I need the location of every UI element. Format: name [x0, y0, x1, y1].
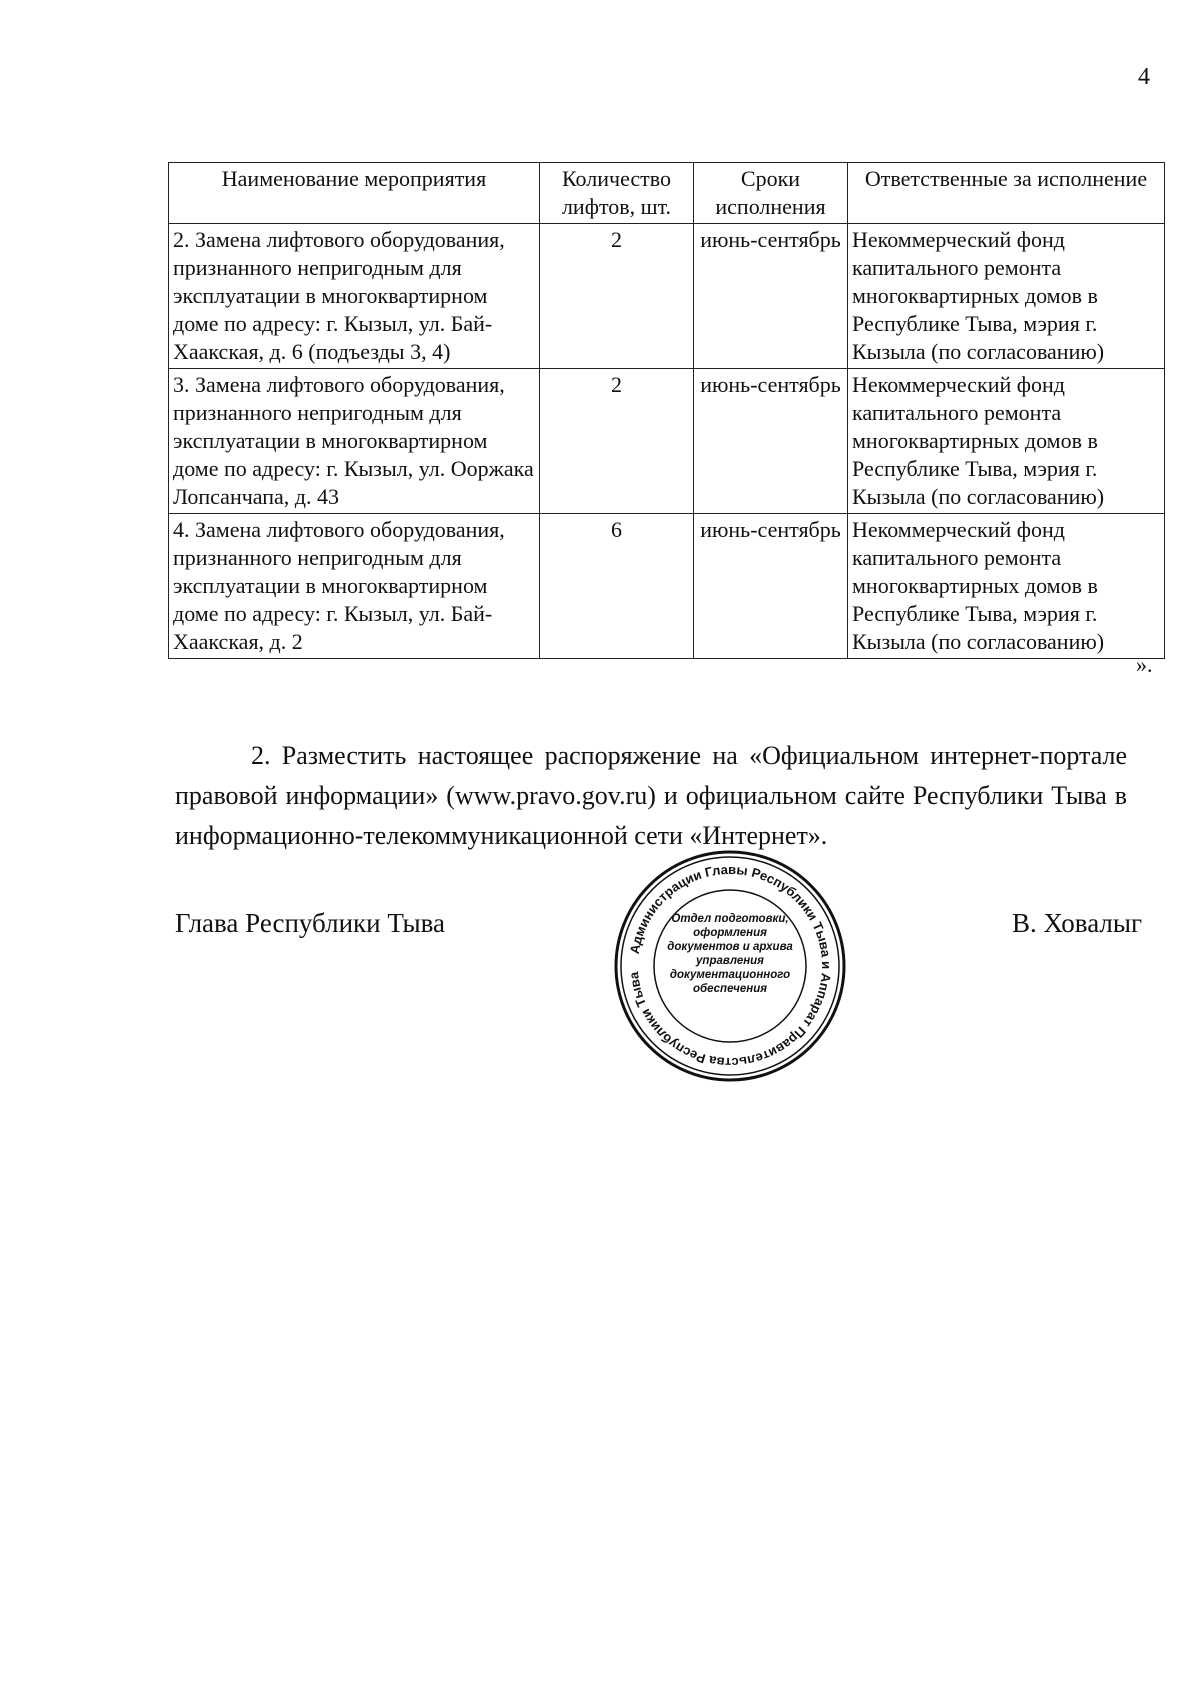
cell-name: 2. Замена лифтового оборудования, признанного непригодным для эксплуатации в многоквартирном доме по адресу: г. Кызыл, ул. Бай-Хаакская, д. 6 (подъезды 3, 4): [169, 224, 540, 369]
signature-name: В. Ховалыг: [1012, 908, 1143, 938]
closing-quote: ».: [1136, 652, 1153, 677]
header-responsible: Ответственные за исполнение: [848, 163, 1165, 224]
page-number: 4: [1138, 64, 1150, 90]
header-name: Наименование мероприятия: [169, 163, 540, 224]
official-stamp: [612, 848, 848, 1084]
cell-responsible: Некоммерческий фонд капитального ремонта многоквартирных домов в Республике Тыва, мэрия г. Кызыла (по согласованию): [848, 514, 1165, 659]
paragraph-publication: 2. Разместить настоящее распоряжение на «Официальном интернет-портале правовой информации» (www.pravo.gov.ru) и официальном сайте Республики Тыва в информационно-телекоммуникационной сети «Интернет».: [175, 741, 1127, 850]
table-row: [169, 224, 1165, 369]
signature-position: Глава Республики Тыва: [175, 908, 446, 938]
header-count: Количество лифтов, шт.: [540, 163, 694, 224]
header-term: Сроки исполнения: [694, 163, 848, 224]
stamp-inner-text: Отдел подготовки, оформления документов и архива управления документационного обеспечения: [667, 913, 793, 995]
cell-name: 3. Замена лифтового оборудования, признанного непригодным для эксплуатации в многоквартирном доме по адресу: г. Кызыл, ул. Ооржака Лопсанчапа, д. 43: [169, 369, 540, 514]
cell-responsible: Некоммерческий фонд капитального ремонта многоквартирных домов в Республике Тыва, мэрия г. Кызыла (по согласованию): [848, 369, 1165, 514]
cell-count: 2: [540, 369, 694, 514]
cell-count: 2: [540, 224, 694, 369]
measures-table: [168, 162, 1165, 659]
cell-count: 6: [540, 514, 694, 659]
table-header-row: [169, 163, 1165, 224]
cell-term: июнь-сентябрь: [694, 224, 848, 369]
table-row: [169, 369, 1165, 514]
stamp-graphic: [612, 848, 848, 1084]
cell-term: июнь-сентябрь: [694, 514, 848, 659]
stamp-outer-text: Администрации Главы Республики Тыва и Аппарат Правительства Республики Тыва: [626, 861, 835, 1071]
cell-responsible: Некоммерческий фонд капитального ремонта многоквартирных домов в Республике Тыва, мэрия г. Кызыла (по согласованию): [848, 224, 1165, 369]
cell-term: июнь-сентябрь: [694, 369, 848, 514]
table-row: [169, 514, 1165, 659]
cell-name: 4. Замена лифтового оборудования, признанного непригодным для эксплуатации в многоквартирном доме по адресу: г. Кызыл, ул. Бай-Хаакская, д. 2: [169, 514, 540, 659]
